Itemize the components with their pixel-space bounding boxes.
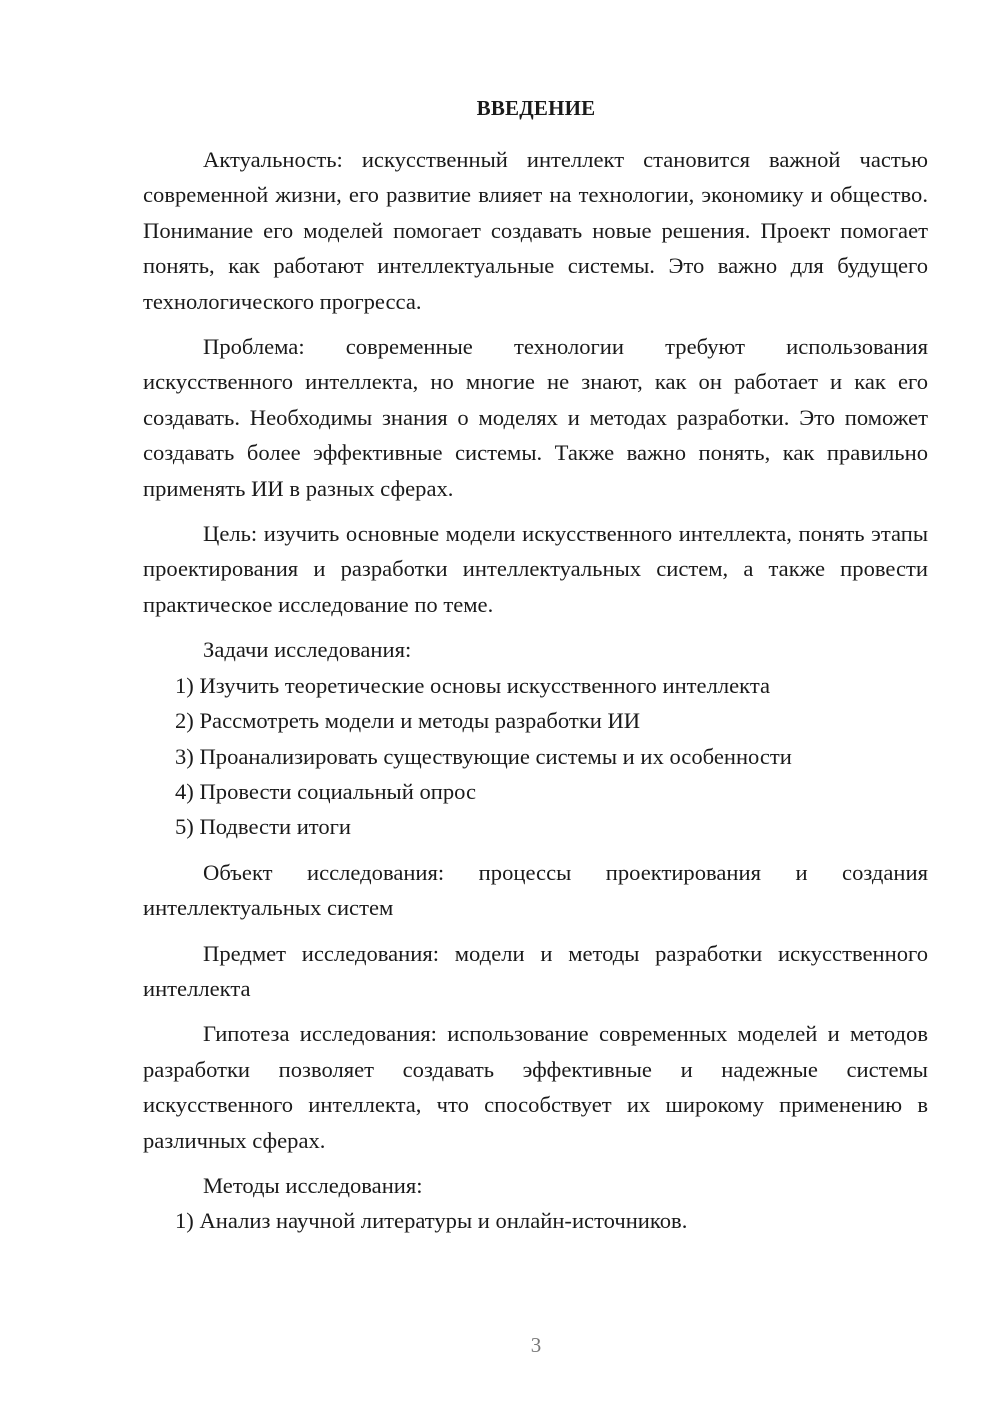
task-item: 4) Провести социальный опрос: [175, 778, 477, 804]
tasks-heading: Задачи исследования:: [203, 637, 412, 663]
object-paragraph: Объект исследования: процессы проектирования и создания интеллектуальных систем: [143, 859, 928, 921]
subject-paragraph: Предмет исследования: модели и методы разработки искусственного интеллекта: [143, 940, 928, 1001]
relevance-paragraph: Актуальность: искусственный интеллект становится важной частью современной жизни, его развитие влияет на технологии, экономику и общество. Понимание его моделей помогает создавать новые решения. Проект помогает понять, как работают интеллектуальные системы. Это важно для будущего технологического прогресса.: [143, 147, 928, 314]
task-item: 2) Рассмотреть модели и методы разработки ИИ: [175, 708, 641, 734]
page-number: 3: [530, 1333, 542, 1357]
methods-heading: Методы исследования:: [203, 1172, 423, 1198]
problem-paragraph: Проблема: современные технологии требуют использования искусственного интеллекта, но многие не знают, как он работает и как его создавать. Необходимы знания о моделях и методах разработки. Это поможет создавать более эффективные системы. Также важно понять, как правильно применять ИИ в разных сферах.: [143, 334, 928, 501]
goal-paragraph: Цель: изучить основные модели искусственного интеллекта, понять этапы проектирования и разработки интеллектуальных систем, а также провести практическое исследование по теме.: [143, 521, 928, 617]
task-item: 1) Изучить теоретические основы искусственного интеллекта: [175, 672, 771, 698]
method-item: 1) Анализ научной литературы и онлайн-источников.: [175, 1208, 688, 1234]
document-body: [143, 142, 928, 1239]
page-title: ВВЕДЕНИЕ: [476, 96, 596, 120]
task-item: 5) Подвести итоги: [175, 814, 352, 840]
hypothesis-paragraph: Гипотеза исследования: использование современных моделей и методов разработки позволяет создавать эффективные и надежные системы искусственного интеллекта, что способствует их широкому применению в различных сферах.: [143, 1021, 928, 1153]
task-item: 3) Проанализировать существующие системы и их особенности: [175, 743, 792, 769]
